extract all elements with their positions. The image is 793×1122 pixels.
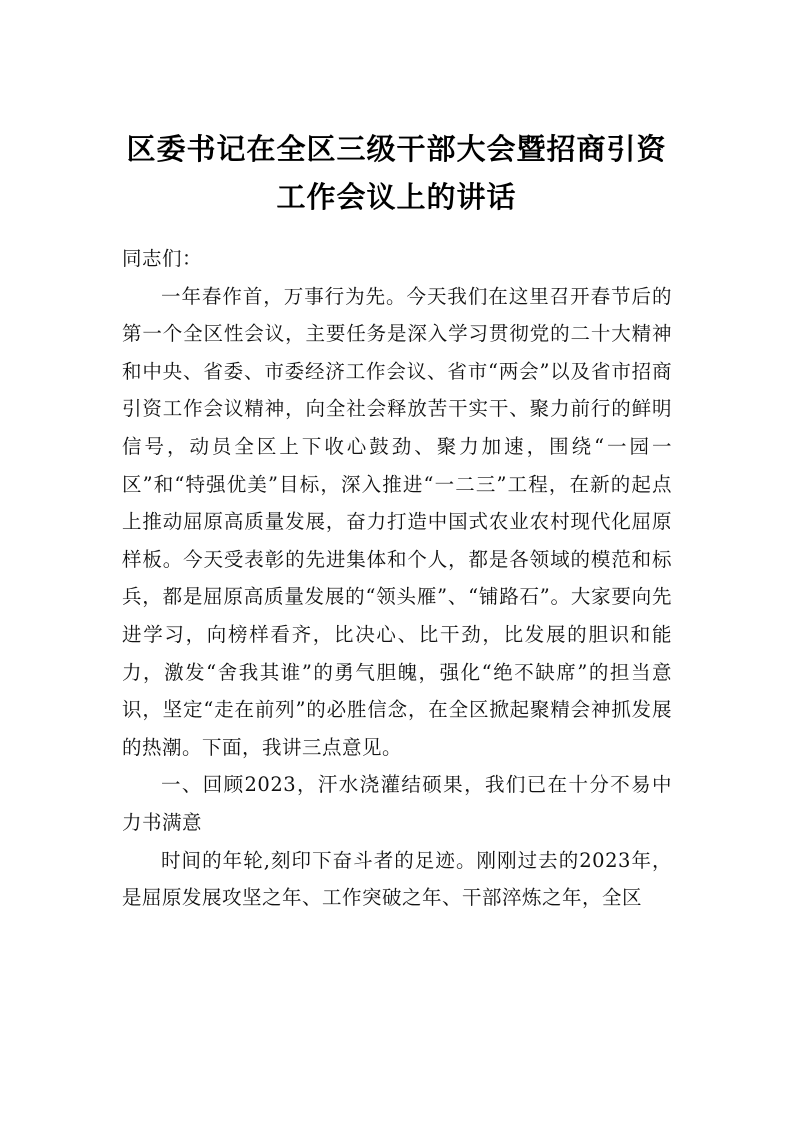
body-paragraph: 时间的年轮,刻印下奋斗者的足迹。刚刚过去的2023年，是屈原发展攻坚之年、工作突破之年、干部淬炼之年，全区 [122, 848, 672, 910]
document-title-line-2: 工作会议上的讲话 [276, 180, 517, 214]
body-paragraph: 一年春作首，万事行为先。今天我们在这里召开春节后的第一个全区性会议，主要任务是深入学习贯彻党的二十大精神和中央、省委、市委经济工作会议、省市“两会”以及省市招商引资工作会议精神，向全社会释放苦干实干、聚力前行的鲜明信号，动员全区上下收心鼓劲、聚力加速，围绕“一园一区”和“特强优美”目标，深入推进“一二三”工程，在新的起点上推动屈原高质量发展，奋力打造中国式农业农村现代化屈原样板。今天受表彰的先进集体和个人，都是各领域的模范和标兵，都是屈原高质量发展的“领头雁”、“铺路石”。大家要向先进学习，向榜样看齐，比决心、比干劲，比发展的胆识和能力，激发“舍我其谁”的勇气胆魄，强化“绝不缺席”的担当意识，坚定“走在前列”的必胜信念，在全区掀起聚精会神抓发展的热潮。下面，我讲三点意见。 [122, 284, 672, 759]
document-title-line-1: 区委书记在全区三级干部大会暨招商引资 [126, 132, 667, 166]
salutation: 同志们： [122, 247, 203, 270]
section-heading: 一、回顾2023，汗水浇灌结硕果，我们已在十分不易中力书满意 [122, 773, 672, 834]
document-body [122, 240, 672, 917]
